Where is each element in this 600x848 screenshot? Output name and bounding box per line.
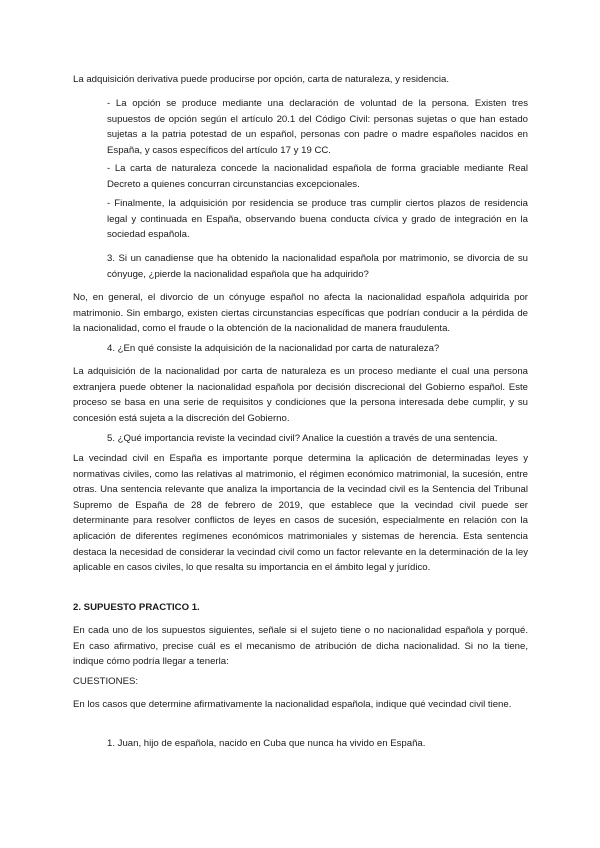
answer-3: No, en general, el divorcio de un cónyuge español no afecta la nacionalidad española adquirida por matrimonio. Sin embargo, existen ciertas circunstancias específicas que podrían conducir a la pérdida de la nacionalidad, como el fraude o la obtención de la nacionalidad de manera fraudulenta. — [73, 292, 528, 335]
cuestiones-text: En los casos que determine afirmativamente la nacionalidad española, indique qué vecindad civil tiene. — [73, 699, 512, 710]
section-heading: 2. SUPUESTO PRACTICO 1. — [73, 602, 200, 613]
cuestiones-label: CUESTIONES: — [73, 676, 139, 687]
answer-4: La adquisición de la nacionalidad por carta de naturaleza es un proceso mediante el cual una persona extranjera puede obtener la nacionalidad española por decisión discrecional del Gobierno español. Este proceso se basa en una serie de requisitos y condiciones que la persona interesada debe cumplir, y su concesión está sujeta a la discreción del Gobierno. — [73, 366, 528, 424]
bullet-residencia: - Finalmente, la adquisición por residencia se produce tras cumplir ciertos plazos de residencia legal y continuada en España, observando buena conducta cívica y grado de integración en la sociedad española. — [107, 198, 528, 241]
case-1: 1. Juan, hijo de española, nacido en Cuba que nunca ha vivido en España. — [107, 738, 426, 749]
intro-paragraph: La adquisición derivativa puede producirse por opción, carta de naturaleza, y residencia. — [73, 74, 449, 85]
bullet-opcion: - La opción se produce mediante una declaración de voluntad de la persona. Existen tres supuestos de opción según el artículo 20.1 del Código Civil: personas sujetas o que han estado sujetas a la patria potestad de un español, personas con padre o madre españoles nacidos en España, y casos específicos del artículo 17 y 19 CC. — [107, 98, 528, 156]
answer-5: La vecindad civil en España es importante porque determina la aplicación de determinadas leyes y normativas civiles, como las relativas al matrimonio, el régimen económico matrimonial, la sucesión, entre otras. Una sentencia relevante que analiza la importancia de la vecindad civil es la Sentencia del Tribunal Supremo de España de 28 de febrero de 2019, que establece que la vecindad civil puede ser determinante para resolver conflictos de leyes en casos de sucesión, especialmente en relación con la aplicación de diferentes regímenes económicos matrimoniales y sistemas de herencia. Esta sentencia destaca la necesidad de considerar la vecindad civil como un factor relevante en la determinación de la ley aplicable en casos civiles, lo que resalta su importancia en el ámbito legal y jurídico. — [73, 453, 528, 574]
instructions-paragraph: En cada uno de los supuestos siguientes, señale si el sujeto tiene o no nacionalidad española y porqué. En caso afirmativo, precise cuál es el mecanismo de atribución de dicha nacionalidad. Si no la tiene, indique cómo podría llegar a tenerla: — [73, 625, 528, 668]
question-5: 5. ¿Qué importancia reviste la vecindad civil? Analice la cuestión a través de una sentencia. — [107, 433, 498, 444]
bullet-carta-naturaleza: - La carta de naturaleza concede la nacionalidad española de forma graciable mediante Real Decreto a quienes concurran circunstancias excepcionales. — [107, 163, 528, 190]
question-3: 3. Si un canadiense que ha obtenido la nacionalidad española por matrimonio, se divorcia de su cónyuge, ¿pierde la nacionalidad española que ha adquirido? — [107, 253, 528, 280]
question-4: 4. ¿En qué consiste la adquisición de la nacionalidad por carta de naturaleza? — [107, 343, 440, 354]
